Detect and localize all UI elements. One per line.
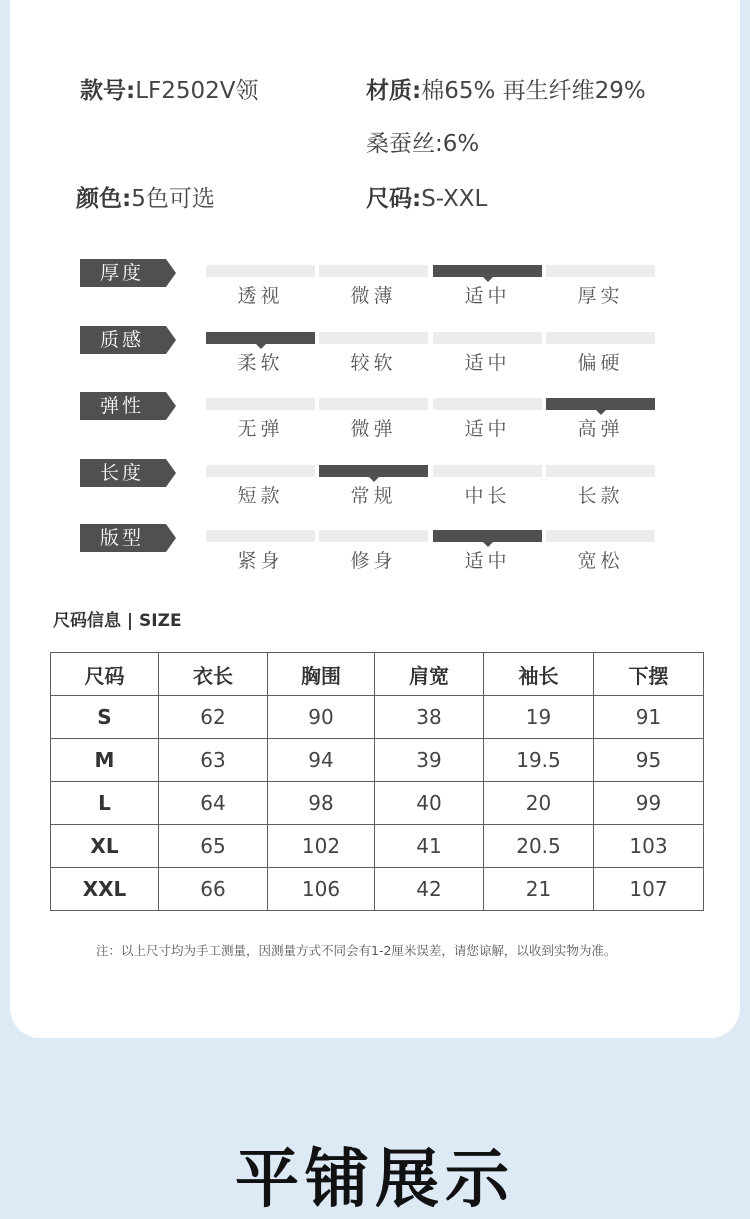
scale-segment — [433, 332, 542, 344]
size-cell: 106 — [268, 868, 375, 911]
scale-option-label: 适中 — [464, 352, 511, 374]
attribute-row — [10, 392, 740, 452]
size-cell: 91 — [594, 696, 704, 739]
attribute-tag: 弹性 — [80, 392, 166, 420]
scale-segment-selected — [206, 332, 315, 344]
attribute-row — [10, 459, 740, 519]
scale-option-label: 无弹 — [237, 418, 284, 440]
size-cell: M — [51, 739, 159, 782]
spec-color — [76, 180, 215, 213]
spec-style-no — [80, 72, 259, 105]
scale-option-label: 适中 — [464, 550, 511, 572]
size-cell: XL — [51, 825, 159, 868]
scale-segment-selected — [433, 265, 542, 277]
scale-segment — [206, 530, 315, 542]
size-header-cell: 下摆 — [594, 653, 704, 696]
size-header-cell: 尺码 — [51, 653, 159, 696]
size-cell: 42 — [375, 868, 484, 911]
attribute-row — [10, 524, 740, 584]
measurement-note: 注：以上尺寸均为手工测量，因测量方式不同会有1-2厘米误差，请您谅解，以收到实物为准。 — [96, 943, 617, 958]
size-cell: 98 — [268, 782, 375, 825]
spec-color-label: 颜色: — [76, 186, 132, 212]
size-cell: 40 — [375, 782, 484, 825]
scale-segment — [319, 265, 428, 277]
scale-segment — [206, 465, 315, 477]
spec-style-no-value: LF2502V领 — [135, 78, 259, 104]
scale-segment — [433, 465, 542, 477]
table-row — [51, 868, 704, 911]
size-cell: 94 — [268, 739, 375, 782]
size-cell: XXL — [51, 868, 159, 911]
scale-segment — [546, 530, 655, 542]
scale-segment — [319, 530, 428, 542]
size-cell: 102 — [268, 825, 375, 868]
size-cell: 99 — [594, 782, 704, 825]
spec-size — [366, 180, 487, 213]
size-cell: 38 — [375, 696, 484, 739]
scale-segment — [319, 332, 428, 344]
scale-option-label: 适中 — [464, 285, 511, 307]
spec-material-value2: 桑蚕丝:6% — [366, 131, 480, 157]
product-detail-card — [10, 0, 740, 1038]
spec-style-no-label: 款号: — [80, 78, 136, 104]
attribute-tag: 版型 — [80, 524, 166, 552]
scale-option-label: 厚实 — [577, 285, 624, 307]
table-row — [51, 825, 704, 868]
size-cell: 65 — [159, 825, 268, 868]
spec-material-extra — [366, 125, 479, 158]
spec-size-value: S-XXL — [421, 186, 488, 212]
size-cell: 62 — [159, 696, 268, 739]
size-cell: 103 — [594, 825, 704, 868]
spec-material-label: 材质: — [366, 78, 422, 104]
size-cell: 41 — [375, 825, 484, 868]
scale-option-label: 柔软 — [237, 352, 284, 374]
scale-segment-selected — [546, 398, 655, 410]
size-info-title: 尺码信息 | SIZE — [53, 611, 182, 631]
scale-segment-selected — [433, 530, 542, 542]
size-cell: 64 — [159, 782, 268, 825]
size-table — [50, 652, 704, 911]
scale-segment — [206, 265, 315, 277]
scale-option-label: 微薄 — [350, 285, 397, 307]
scale-option-label: 高弹 — [577, 418, 624, 440]
attribute-tag: 厚度 — [80, 259, 166, 287]
table-row — [51, 739, 704, 782]
scale-option-label: 紧身 — [237, 550, 284, 572]
scale-option-label: 常规 — [350, 485, 397, 507]
size-cell: 21 — [484, 868, 594, 911]
size-cell: 66 — [159, 868, 268, 911]
size-cell: 39 — [375, 739, 484, 782]
size-cell: 107 — [594, 868, 704, 911]
spec-size-label: 尺码: — [366, 186, 422, 212]
scale-option-label: 适中 — [464, 418, 511, 440]
scale-segment — [546, 465, 655, 477]
scale-segment — [433, 398, 542, 410]
scale-option-label: 长款 — [577, 485, 624, 507]
scale-option-label: 较软 — [350, 352, 397, 374]
size-cell: 95 — [594, 739, 704, 782]
size-header-cell: 肩宽 — [375, 653, 484, 696]
scale-option-label: 透视 — [237, 285, 284, 307]
size-cell: 19.5 — [484, 739, 594, 782]
size-cell: S — [51, 696, 159, 739]
spec-color-value: 5色可选 — [131, 186, 215, 212]
size-header-cell: 衣长 — [159, 653, 268, 696]
size-header-cell: 胸围 — [268, 653, 375, 696]
attribute-row — [10, 326, 740, 386]
section-title-flat-lay: 平铺展示 — [235, 1143, 515, 1217]
scale-segment — [206, 398, 315, 410]
scale-segment — [546, 265, 655, 277]
scale-option-label: 宽松 — [577, 550, 624, 572]
spec-material — [366, 72, 646, 105]
scale-option-label: 中长 — [464, 485, 511, 507]
size-cell: 19 — [484, 696, 594, 739]
size-cell: 20 — [484, 782, 594, 825]
scale-option-label: 短款 — [237, 485, 284, 507]
attribute-tag: 长度 — [80, 459, 166, 487]
size-cell: L — [51, 782, 159, 825]
scale-segment — [546, 332, 655, 344]
spec-material-value: 棉65% 再生纤维29% — [421, 78, 646, 104]
size-cell: 63 — [159, 739, 268, 782]
size-cell: 90 — [268, 696, 375, 739]
attribute-tag: 质感 — [80, 326, 166, 354]
scale-segment — [319, 398, 428, 410]
scale-option-label: 修身 — [350, 550, 397, 572]
size-header-cell: 袖长 — [484, 653, 594, 696]
scale-option-label: 微弹 — [350, 418, 397, 440]
size-table-header-row — [51, 653, 704, 696]
table-row — [51, 696, 704, 739]
table-row — [51, 782, 704, 825]
size-cell: 20.5 — [484, 825, 594, 868]
scale-option-label: 偏硬 — [577, 352, 624, 374]
scale-segment-selected — [319, 465, 428, 477]
attribute-row — [10, 259, 740, 319]
